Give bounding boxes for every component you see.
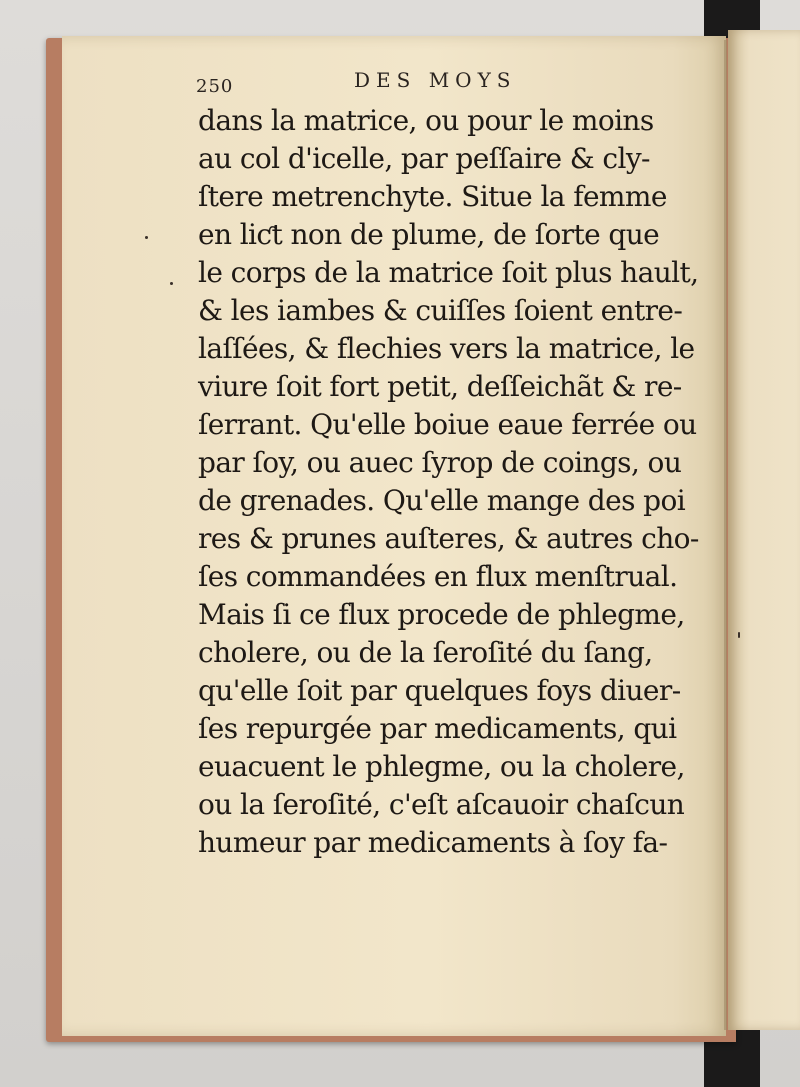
text-line: le corps de la matrice ſoit plus hault, bbox=[198, 256, 699, 289]
text-line: humeur par medicaments à ſoy fa- bbox=[198, 826, 668, 859]
page-gutter bbox=[724, 40, 727, 1030]
text-line: au col d'icelle, par peſſaire & cly- bbox=[198, 142, 650, 175]
text-line: Mais ſi ce flux procede de phlegme, bbox=[198, 598, 685, 631]
ink-speck bbox=[145, 236, 148, 239]
page-number: 250 bbox=[196, 76, 234, 97]
facing-page bbox=[728, 30, 800, 1030]
text-line: res & prunes auſteres, & autres cho- bbox=[198, 522, 699, 555]
text-line: ſtere metrenchyte. Situe la femme bbox=[198, 180, 667, 213]
text-line: ſes commandées en flux menſtrual. bbox=[198, 560, 678, 593]
text-line: cholere, ou de la ſeroſité du ſang, bbox=[198, 636, 653, 669]
text-line: par ſoy, ou auec ſyrop de coings, ou bbox=[198, 446, 682, 479]
text-line: ſerrant. Qu'elle boiue eaue ferrée ou bbox=[198, 408, 697, 441]
text-line: viure ſoit fort petit, deſſeichãt & re- bbox=[198, 370, 682, 403]
text-line: ſes repurgée par medicaments, qui bbox=[198, 712, 677, 745]
text-line: en liƈt non de plume, de ſorte que bbox=[198, 218, 660, 251]
text-line: dans la matrice, ou pour le moins bbox=[198, 104, 654, 137]
text-line: laſſées, & flechies vers la matrice, le bbox=[198, 332, 695, 365]
text-line: & les iambes & cuiſſes ſoient entre- bbox=[198, 294, 683, 327]
text-line: ou la ſeroſité, c'eſt aſcauoir chaſcun bbox=[198, 788, 685, 821]
body-text bbox=[198, 102, 699, 862]
text-line: de grenades. Qu'elle mange des poi bbox=[198, 484, 686, 517]
text-line: euacuent le phlegme, ou la cholere, bbox=[198, 750, 685, 783]
text-line: qu'elle ſoit par quelques foys diuer- bbox=[198, 674, 681, 707]
ink-speck bbox=[738, 632, 740, 638]
ink-speck bbox=[170, 282, 173, 285]
running-head: DES MOYS bbox=[354, 68, 517, 92]
